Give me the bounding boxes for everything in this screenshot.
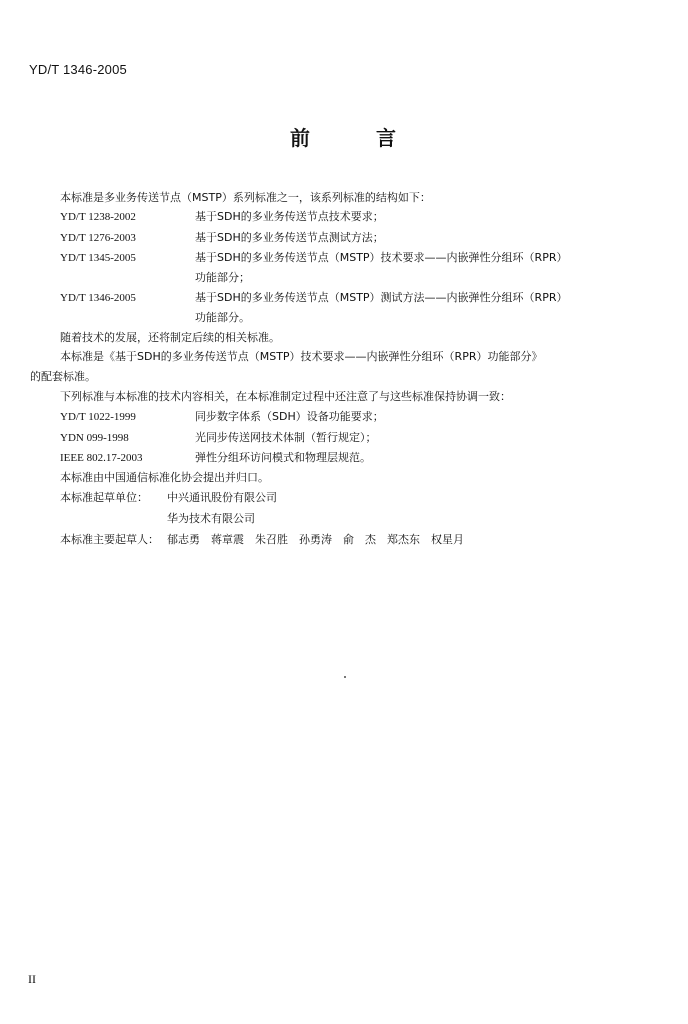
related-code-3: IEEE 802.17-2003: [60, 452, 143, 464]
drafters-label: 本标准主要起草人：: [60, 533, 159, 546]
page-title: [0, 122, 688, 151]
drafters-list: 郁志勇 蒋章震 朱召胜 孙勇涛 俞 杰 郑杰东 权星月: [167, 533, 464, 546]
series-code-4: YD/T 1346-2005: [60, 292, 136, 304]
drafting-unit-1: 中兴通讯股份有限公司: [167, 491, 277, 504]
series-desc-3-cont: 功能部分；: [195, 271, 250, 284]
series-desc-4: 基于SDH的多业务传送节点（MSTP）测试方法——内嵌弹性分组环（RPR）: [195, 291, 568, 304]
scan-speck: [344, 676, 346, 678]
title-char-1: 前: [290, 126, 312, 150]
related-desc-3: 弹性分组环访问模式和物理层规范。: [195, 451, 371, 464]
follow-up-paragraph: 随着技术的发展，还将制定后续的相关标准。: [60, 331, 280, 344]
series-desc-3: 基于SDH的多业务传送节点（MSTP）技术要求——内嵌弹性分组环（RPR）: [195, 251, 568, 264]
page-number: II: [28, 972, 36, 986]
series-code-2: YD/T 1276-2003: [60, 232, 136, 244]
companion-paragraph-cont: 的配套标准。: [30, 370, 96, 383]
related-code-1: YD/T 1022-1999: [60, 411, 136, 423]
related-code-2: YDN 099-1998: [60, 432, 129, 444]
title-char-2: 言: [376, 126, 398, 150]
series-desc-1: 基于SDH的多业务传送节点技术要求；: [195, 210, 384, 223]
document-code-header: YD/T 1346-2005: [29, 62, 127, 77]
series-code-1: YD/T 1238-2002: [60, 211, 136, 223]
series-desc-2: 基于SDH的多业务传送节点测试方法；: [195, 231, 384, 244]
drafting-unit-2: 华为技术有限公司: [167, 512, 255, 525]
series-code-3: YD/T 1345-2005: [60, 252, 136, 264]
proposed-by-paragraph: 本标准由中国通信标准化协会提出并归口。: [60, 471, 269, 484]
intro-paragraph: 本标准是多业务传送节点（MSTP）系列标准之一，该系列标准的结构如下：: [60, 191, 431, 204]
related-intro-paragraph: 下列标准与本标准的技术内容相关，在本标准制定过程中还注意了与这些标准保持协调一致：: [60, 390, 511, 403]
series-desc-4-cont: 功能部分。: [195, 311, 250, 324]
related-desc-1: 同步数字体系（SDH）设备功能要求；: [195, 410, 384, 423]
companion-paragraph: 本标准是《基于SDH的多业务传送节点（MSTP）技术要求——内嵌弹性分组环（RPR）功能部分》: [60, 350, 543, 363]
drafting-units-label: 本标准起草单位：: [60, 491, 148, 504]
related-desc-2: 光同步传送网技术体制（暂行规定）；: [195, 431, 377, 444]
